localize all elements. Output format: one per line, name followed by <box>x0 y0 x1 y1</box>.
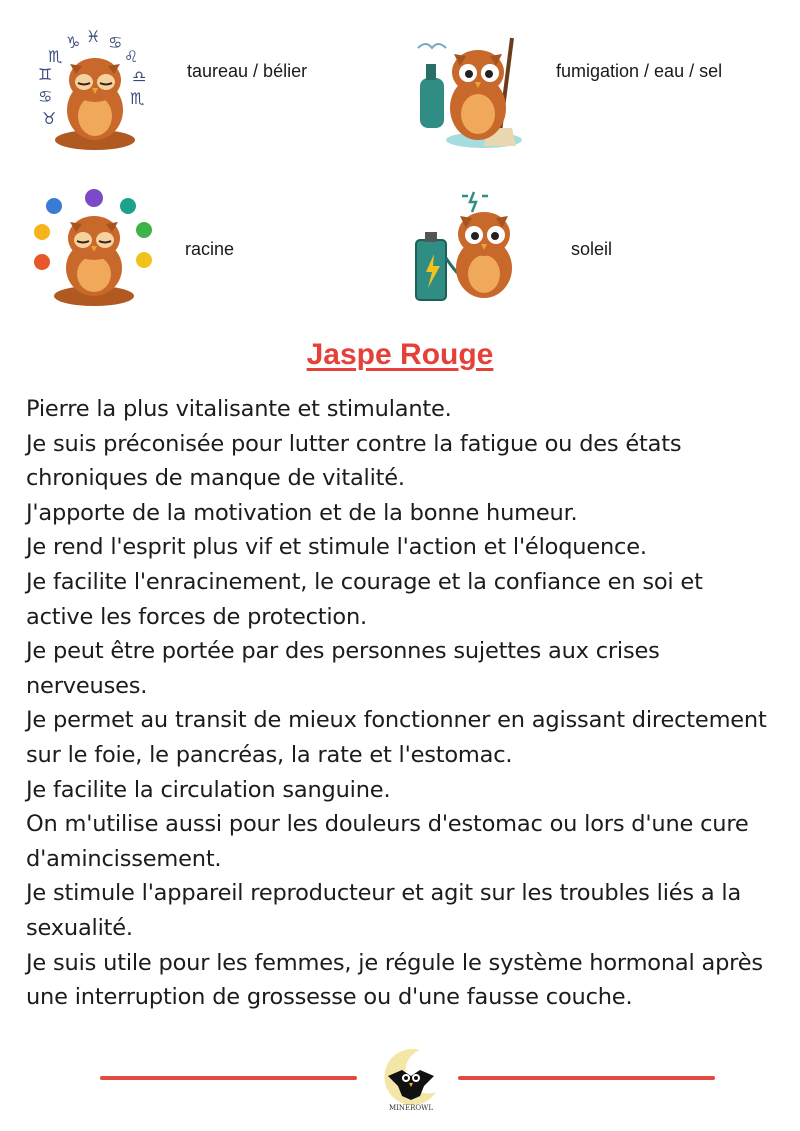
svg-text:♏: ♏ <box>48 47 63 66</box>
logo-text: MINEROWL <box>388 1104 434 1112</box>
svg-text:♋: ♋ <box>108 33 123 52</box>
icon-label-chakra: racine <box>185 239 235 259</box>
icon-label-cleaning: fumigation / eau / sel <box>556 61 723 81</box>
footer-divider-right <box>458 1076 715 1080</box>
paragraph: Je suis préconisée pour lutter contre la fatigue ou des états chroniques de manque de vitalité. <box>26 430 682 492</box>
svg-text:♊: ♊ <box>38 65 53 84</box>
paragraph: Je suis utile pour les femmes, je régule le système hormonal après une interruption de grossesse ou d'une fausse couche. <box>26 949 763 1011</box>
paragraph: J'apporte de la motivation et de la bonne humeur. <box>26 499 578 526</box>
icon-label-battery: soleil <box>571 239 613 259</box>
page-title: Jaspe Rouge <box>306 338 494 371</box>
svg-text:♎: ♎ <box>132 67 147 86</box>
minerowl-logo <box>380 1046 442 1114</box>
icon-row-2 <box>0 188 800 318</box>
footer-divider-left <box>100 1076 357 1080</box>
paragraph: Je facilite l'enracinement, le courage et la confiance en soi et active les forces de protection. <box>26 568 703 630</box>
battery-owl-icon <box>412 188 542 318</box>
svg-text:♓: ♓ <box>86 28 101 46</box>
icon-label-zodiac: taureau / bélier <box>187 61 308 81</box>
chakra-owl-icon <box>30 188 160 318</box>
description-text <box>26 392 776 1015</box>
paragraph: Je peut être portée par des personnes sujettes aux crises nerveuses. <box>26 638 660 699</box>
svg-text:♏: ♏ <box>130 89 145 108</box>
paragraph: On m'utilise aussi pour les douleurs d'estomac ou lors d'une cure d'amincissement. <box>26 811 749 872</box>
paragraph: Pierre la plus vitalisante et stimulante. <box>26 396 452 422</box>
svg-text:♌: ♌ <box>124 47 139 66</box>
paragraph: Je permet au transit de mieux fonctionner en agissant directement sur le foie, le pancréas, la rate et l'estomac. <box>26 707 767 768</box>
svg-text:♑: ♑ <box>66 33 81 52</box>
svg-text:♉: ♉ <box>42 109 57 128</box>
icon-row-1 <box>0 28 800 158</box>
svg-text:♋: ♋ <box>38 87 53 106</box>
paragraph: Je rend l'esprit plus vif et stimule l'action et l'éloquence. <box>26 534 647 561</box>
cleaning-owl-icon <box>412 28 542 158</box>
zodiac-owl-icon <box>30 28 160 158</box>
paragraph: Je stimule l'appareil reproducteur et agit sur les troubles liés a la sexualité. <box>26 880 742 941</box>
paragraph: Je facilite la circulation sanguine. <box>26 776 391 803</box>
